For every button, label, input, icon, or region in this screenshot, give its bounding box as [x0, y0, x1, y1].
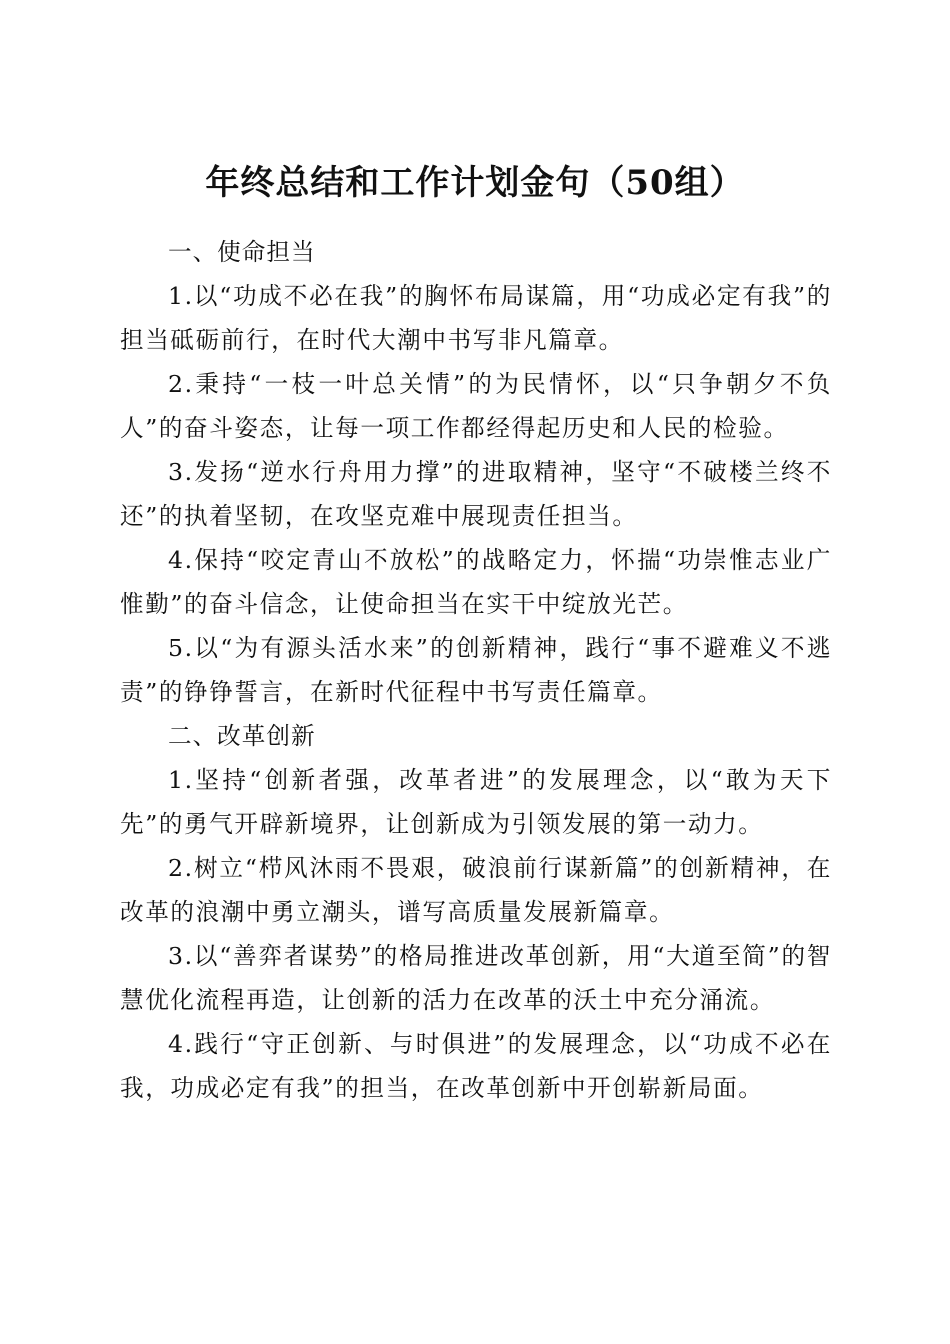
list-item: 3.发扬“逆水行舟用力撑”的进取精神，坚守“不破楼兰终不还”的执着坚韧，在攻坚克难中展现责任担当。 — [120, 458, 832, 530]
document-body — [120, 230, 832, 1110]
list-item: 4.保持“咬定青山不放松”的战略定力，怀揣“功崇惟志业广惟勤”的奋斗信念，让使命担当在实干中绽放光芒。 — [120, 546, 832, 618]
list-item: 1.坚持“创新者强，改革者进”的发展理念，以“敢为天下先”的勇气开辟新境界，让创新成为引领发展的第一动力。 — [120, 766, 832, 838]
section-mission — [120, 230, 832, 714]
section-heading: 二、改革创新 — [168, 722, 316, 750]
list-item: 5.以“为有源头活水来”的创新精神，践行“事不避难义不逃责”的铮铮誓言，在新时代征程中书写责任篇章。 — [120, 634, 832, 706]
section-reform — [120, 714, 832, 1110]
list-item: 3.以“善弈者谋势”的格局推进改革创新，用“大道至简”的智慧优化流程再造，让创新的活力在改革的沃土中充分涌流。 — [120, 942, 832, 1014]
section-heading: 一、使命担当 — [168, 238, 316, 266]
list-item: 2.树立“栉风沐雨不畏艰，破浪前行谋新篇”的创新精神，在改革的浪潮中勇立潮头，谱写高质量发展新篇章。 — [120, 854, 832, 926]
list-item: 1.以“功成不必在我”的胸怀布局谋篇，用“功成必定有我”的担当砥砺前行，在时代大潮中书写非凡篇章。 — [120, 282, 832, 354]
list-item: 2.秉持“一枝一叶总关情”的为民情怀，以“只争朝夕不负人”的奋斗姿态，让每一项工作都经得起历史和人民的检验。 — [120, 370, 832, 442]
document-title: 年终总结和工作计划金句（50组） — [205, 162, 745, 203]
list-item: 4.践行“守正创新、与时俱进”的发展理念，以“功成不必在我，功成必定有我”的担当，在改革创新中开创崭新局面。 — [120, 1030, 832, 1102]
